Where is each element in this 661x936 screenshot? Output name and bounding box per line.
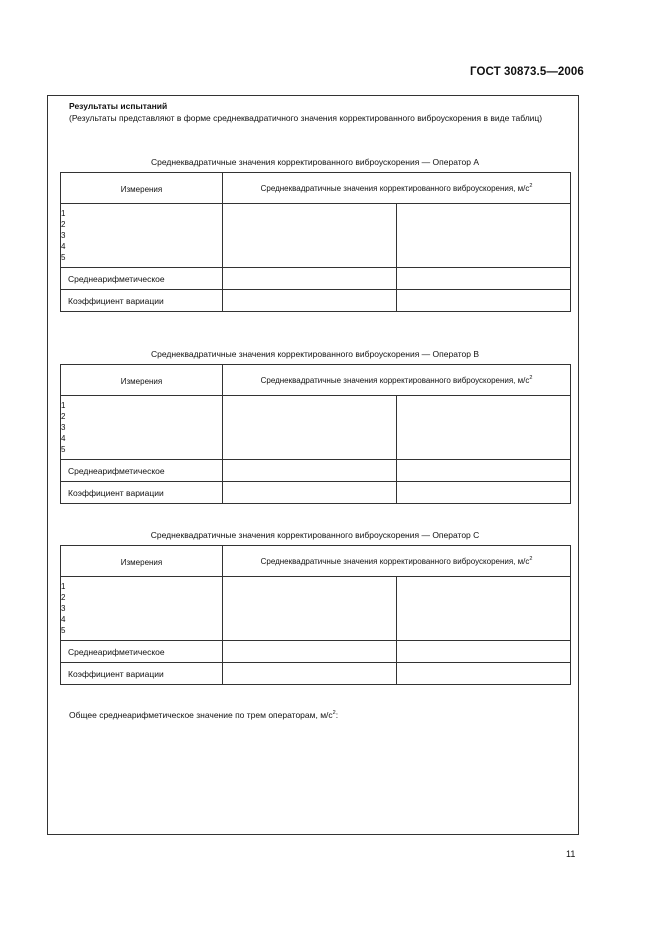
measurement-number: 1	[61, 401, 66, 410]
value-cell	[397, 482, 571, 504]
table-row	[61, 290, 571, 312]
value-cell	[223, 641, 397, 663]
values-header	[223, 546, 571, 577]
measurement-numbers	[61, 204, 223, 268]
table-header-row	[61, 173, 571, 204]
table-operator-a	[60, 172, 571, 312]
measurement-number: 5	[61, 253, 66, 262]
measurement-number: 2	[61, 412, 66, 421]
table-operator-b	[60, 364, 571, 504]
values-header-text: Среднеквадратичные значения корректированного виброускорения, м/с	[260, 184, 530, 193]
values-header-text: Среднеквадратичные значения корректированного виброускорения, м/с	[260, 557, 530, 566]
table-row	[61, 577, 571, 641]
table-a-caption: Среднеквадратичные значения корректированного виброускорения — Оператор А	[150, 157, 480, 167]
unit-power: 2	[529, 556, 533, 562]
value-cell	[223, 663, 397, 685]
values-header-text: Среднеквадратичные значения корректированного виброускорения, м/с	[260, 376, 530, 385]
value-cell	[397, 290, 571, 312]
measurements-header: Измерения	[61, 365, 223, 396]
value-cell	[223, 577, 397, 641]
measurement-number: 3	[61, 604, 66, 613]
unit-power: 2	[332, 710, 336, 716]
table-row	[61, 663, 571, 685]
table-row	[61, 204, 571, 268]
section-heading: Результаты испытаний	[69, 101, 168, 111]
measurement-number: 4	[61, 434, 66, 443]
measurement-number: 3	[61, 231, 66, 240]
overall-mean-text: Общее среднеарифметическое значение по трем операторам, м/с	[69, 710, 333, 720]
cv-label: Коэффициент вариации	[61, 663, 223, 685]
value-cell	[397, 577, 571, 641]
unit-power: 2	[529, 375, 533, 381]
table-b-caption: Среднеквадратичные значения корректированного виброускорения — Оператор В	[150, 349, 480, 359]
unit-power: 2	[529, 183, 533, 189]
measurement-number: 4	[61, 615, 66, 624]
measurement-numbers	[61, 577, 223, 641]
value-cell	[223, 460, 397, 482]
measurements-header: Измерения	[61, 546, 223, 577]
measurement-number: 1	[61, 209, 66, 218]
value-cell	[223, 268, 397, 290]
table-header-row	[61, 546, 571, 577]
measurement-numbers	[61, 396, 223, 460]
value-cell	[223, 482, 397, 504]
value-cell	[397, 396, 571, 460]
table-row	[61, 396, 571, 460]
table-c-caption: Среднеквадратичные значения корректированного виброускорения — Оператор С	[150, 530, 480, 540]
value-cell	[223, 204, 397, 268]
value-cell	[223, 290, 397, 312]
cv-label: Коэффициент вариации	[61, 482, 223, 504]
mean-label: Среднеарифметическое	[61, 268, 223, 290]
values-header	[223, 173, 571, 204]
table-row	[61, 460, 571, 482]
values-header	[223, 365, 571, 396]
measurement-number: 5	[61, 445, 66, 454]
value-cell	[397, 641, 571, 663]
table-row	[61, 641, 571, 663]
document-code: ГОСТ 30873.5—2006	[470, 66, 584, 78]
table-operator-c	[60, 545, 571, 685]
section-note: (Результаты представляют в форме среднеквадратичного значения корректированного виброускорения в виде таблиц)	[69, 113, 543, 123]
value-cell	[397, 663, 571, 685]
cv-label: Коэффициент вариации	[61, 290, 223, 312]
measurement-number: 5	[61, 626, 66, 635]
table-header-row	[61, 365, 571, 396]
measurement-number: 1	[61, 582, 66, 591]
page-number: 11	[566, 849, 576, 859]
value-cell	[397, 460, 571, 482]
value-cell	[223, 396, 397, 460]
mean-label: Среднеарифметическое	[61, 460, 223, 482]
measurements-header: Измерения	[61, 173, 223, 204]
measurement-number: 4	[61, 242, 66, 251]
measurement-number: 2	[61, 593, 66, 602]
measurement-number: 3	[61, 423, 66, 432]
overall-mean-colon: :	[335, 710, 339, 720]
value-cell	[397, 204, 571, 268]
table-row	[61, 482, 571, 504]
mean-label: Среднеарифметическое	[61, 641, 223, 663]
table-row	[61, 268, 571, 290]
value-cell	[397, 268, 571, 290]
measurement-number: 2	[61, 220, 66, 229]
overall-mean-label	[69, 710, 338, 720]
